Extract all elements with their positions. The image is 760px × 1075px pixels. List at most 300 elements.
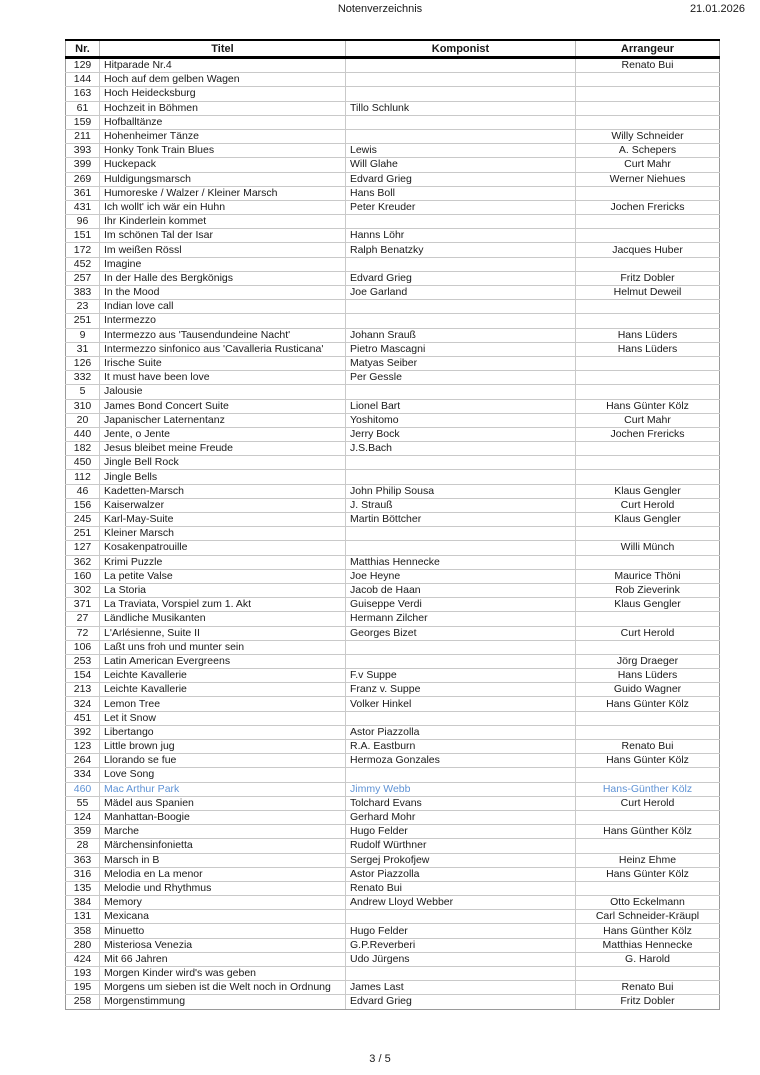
cell-titel: Intermezzo aus 'Tausendundeine Nacht' <box>100 328 346 342</box>
cell-arrangeur: Hans Günter Kölz <box>576 399 720 413</box>
table-row <box>66 427 720 441</box>
cell-komponist <box>346 470 576 484</box>
cell-komponist: Will Glahe <box>346 158 576 172</box>
cell-arrangeur: Werner Niehues <box>576 172 720 186</box>
cell-komponist: Jerry Bock <box>346 427 576 441</box>
table-row <box>66 952 720 966</box>
cell-nr: 20 <box>66 413 100 427</box>
cell-titel: Ich wollt' ich wär ein Huhn <box>100 200 346 214</box>
cell-nr: 363 <box>66 853 100 867</box>
cell-komponist <box>346 58 576 73</box>
table-row <box>66 711 720 725</box>
cell-arrangeur: Willy Schneider <box>576 129 720 143</box>
cell-titel: Morgenstimmung <box>100 995 346 1009</box>
cell-arrangeur: Jochen Frericks <box>576 427 720 441</box>
cell-komponist: James Last <box>346 981 576 995</box>
cell-nr: 129 <box>66 58 100 73</box>
cell-arrangeur: Curt Herold <box>576 626 720 640</box>
cell-titel: Kadetten-Marsch <box>100 484 346 498</box>
cell-nr: 383 <box>66 286 100 300</box>
cell-titel: Hitparade Nr.4 <box>100 58 346 73</box>
cell-titel: Lemon Tree <box>100 697 346 711</box>
table-row <box>66 271 720 285</box>
cell-arrangeur <box>576 839 720 853</box>
cell-komponist: Georges Bizet <box>346 626 576 640</box>
cell-arrangeur: Curt Mahr <box>576 158 720 172</box>
cell-arrangeur: Jörg Draeger <box>576 654 720 668</box>
cell-titel: Memory <box>100 896 346 910</box>
table-row <box>66 782 720 796</box>
cell-titel: Marche <box>100 825 346 839</box>
cell-nr: 159 <box>66 115 100 129</box>
cell-arrangeur: Maurice Thöni <box>576 569 720 583</box>
cell-nr: 160 <box>66 569 100 583</box>
cell-arrangeur: Klaus Gengler <box>576 484 720 498</box>
cell-titel: Jingle Bell Rock <box>100 456 346 470</box>
cell-titel: Little brown jug <box>100 740 346 754</box>
cell-komponist <box>346 73 576 87</box>
cell-nr: 61 <box>66 101 100 115</box>
cell-nr: 123 <box>66 740 100 754</box>
cell-titel: It must have been love <box>100 371 346 385</box>
cell-nr: 251 <box>66 314 100 328</box>
cell-komponist: Edvard Grieg <box>346 172 576 186</box>
cell-nr: 144 <box>66 73 100 87</box>
cell-arrangeur: Hans Günther Kölz <box>576 924 720 938</box>
cell-nr: 253 <box>66 654 100 668</box>
cell-titel: Japanischer Laternentanz <box>100 413 346 427</box>
cell-nr: 23 <box>66 300 100 314</box>
table-row <box>66 626 720 640</box>
cell-arrangeur: Renato Bui <box>576 58 720 73</box>
cell-arrangeur: Klaus Gengler <box>576 513 720 527</box>
cell-titel: Im schönen Tal der Isar <box>100 229 346 243</box>
cell-arrangeur: Hans Günter Kölz <box>576 697 720 711</box>
cell-komponist: Ralph Benatzky <box>346 243 576 257</box>
cell-nr: 371 <box>66 598 100 612</box>
table-header-row <box>66 40 720 58</box>
cell-nr: 163 <box>66 87 100 101</box>
cell-komponist: Guiseppe Verdi <box>346 598 576 612</box>
cell-komponist: Hugo Felder <box>346 825 576 839</box>
cell-komponist <box>346 456 576 470</box>
cell-arrangeur: Klaus Gengler <box>576 598 720 612</box>
cell-komponist: Hermoza Gonzales <box>346 754 576 768</box>
cell-nr: 126 <box>66 356 100 370</box>
cell-titel: Morgens um sieben ist die Welt noch in Ordnung <box>100 981 346 995</box>
cell-nr: 332 <box>66 371 100 385</box>
cell-titel: Intermezzo sinfonico aus 'Cavalleria Rusticana' <box>100 342 346 356</box>
cell-arrangeur: Curt Herold <box>576 796 720 810</box>
table-row <box>66 115 720 129</box>
cell-komponist <box>346 257 576 271</box>
cell-arrangeur <box>576 229 720 243</box>
cell-titel: La petite Valse <box>100 569 346 583</box>
cell-komponist <box>346 300 576 314</box>
table-row <box>66 484 720 498</box>
cell-titel: Irische Suite <box>100 356 346 370</box>
cell-komponist: Jimmy Webb <box>346 782 576 796</box>
cell-komponist <box>346 711 576 725</box>
table-row <box>66 754 720 768</box>
table-row <box>66 810 720 824</box>
table-row <box>66 243 720 257</box>
cell-titel: Im weißen Rössl <box>100 243 346 257</box>
cell-titel: Latin American Evergreens <box>100 654 346 668</box>
cell-arrangeur: Curt Herold <box>576 498 720 512</box>
cell-nr: 182 <box>66 442 100 456</box>
cell-komponist <box>346 768 576 782</box>
cell-arrangeur: Otto Eckelmann <box>576 896 720 910</box>
table-row <box>66 825 720 839</box>
cell-nr: 384 <box>66 896 100 910</box>
cell-arrangeur: Guido Wagner <box>576 683 720 697</box>
cell-arrangeur: Heinz Ehme <box>576 853 720 867</box>
cell-nr: 213 <box>66 683 100 697</box>
table-row <box>66 555 720 569</box>
cell-komponist: Volker Hinkel <box>346 697 576 711</box>
cell-titel: Mit 66 Jahren <box>100 952 346 966</box>
cell-nr: 334 <box>66 768 100 782</box>
cell-komponist: Joe Heyne <box>346 569 576 583</box>
table-row <box>66 470 720 484</box>
cell-komponist: Hanns Löhr <box>346 229 576 243</box>
table-row <box>66 356 720 370</box>
table-row <box>66 938 720 952</box>
cell-nr: 27 <box>66 612 100 626</box>
cell-nr: 392 <box>66 725 100 739</box>
cell-arrangeur: Jacques Huber <box>576 243 720 257</box>
table-row <box>66 796 720 810</box>
cell-nr: 46 <box>66 484 100 498</box>
table-row <box>66 413 720 427</box>
table-row <box>66 328 720 342</box>
cell-nr: 359 <box>66 825 100 839</box>
cell-titel: Jesus bleibet meine Freude <box>100 442 346 456</box>
table-row <box>66 583 720 597</box>
cell-nr: 264 <box>66 754 100 768</box>
cell-arrangeur <box>576 555 720 569</box>
cell-titel: Jingle Bells <box>100 470 346 484</box>
cell-nr: 28 <box>66 839 100 853</box>
table-row <box>66 995 720 1009</box>
table-row <box>66 314 720 328</box>
cell-titel: Morgen Kinder wird's was geben <box>100 967 346 981</box>
cell-nr: 193 <box>66 967 100 981</box>
cell-titel: Mexicana <box>100 910 346 924</box>
cell-nr: 257 <box>66 271 100 285</box>
cell-nr: 195 <box>66 981 100 995</box>
table-row <box>66 385 720 399</box>
cell-titel: In der Halle des Bergkönigs <box>100 271 346 285</box>
cell-titel: Hoch Heidecksburg <box>100 87 346 101</box>
cell-titel: Hohenheimer Tänze <box>100 129 346 143</box>
cell-arrangeur <box>576 470 720 484</box>
cell-titel: Ländliche Musikanten <box>100 612 346 626</box>
table-row <box>66 73 720 87</box>
cell-komponist: Martin Böttcher <box>346 513 576 527</box>
cell-titel: Jente, o Jente <box>100 427 346 441</box>
cell-komponist: Lionel Bart <box>346 399 576 413</box>
cell-komponist: Hermann Zilcher <box>346 612 576 626</box>
cell-titel: Humoreske / Walzer / Kleiner Marsch <box>100 186 346 200</box>
cell-nr: 96 <box>66 215 100 229</box>
cell-titel: Laßt uns froh und munter sein <box>100 640 346 654</box>
table-row <box>66 853 720 867</box>
table-row <box>66 513 720 527</box>
table-row <box>66 58 720 73</box>
cell-titel: Intermezzo <box>100 314 346 328</box>
cell-titel: James Bond Concert Suite <box>100 399 346 413</box>
cell-nr: 362 <box>66 555 100 569</box>
cell-komponist: Tolchard Evans <box>346 796 576 810</box>
cell-komponist: Peter Kreuder <box>346 200 576 214</box>
table-row <box>66 654 720 668</box>
cell-titel: Leichte Kavallerie <box>100 669 346 683</box>
cell-nr: 5 <box>66 385 100 399</box>
cell-nr: 460 <box>66 782 100 796</box>
column-header-komponist: Komponist <box>346 40 576 58</box>
cell-nr: 151 <box>66 229 100 243</box>
cell-arrangeur <box>576 456 720 470</box>
cell-nr: 124 <box>66 810 100 824</box>
table-row <box>66 456 720 470</box>
cell-titel: Huckepack <box>100 158 346 172</box>
cell-nr: 112 <box>66 470 100 484</box>
cell-arrangeur <box>576 257 720 271</box>
table-row <box>66 399 720 413</box>
cell-komponist <box>346 541 576 555</box>
cell-arrangeur: Helmut Deweil <box>576 286 720 300</box>
cell-arrangeur <box>576 725 720 739</box>
cell-arrangeur <box>576 314 720 328</box>
cell-komponist: J.S.Bach <box>346 442 576 456</box>
cell-arrangeur <box>576 115 720 129</box>
cell-nr: 358 <box>66 924 100 938</box>
cell-komponist: Johann Srauß <box>346 328 576 342</box>
cell-titel: Kosakenpatrouille <box>100 541 346 555</box>
cell-komponist: Lewis <box>346 144 576 158</box>
cell-arrangeur <box>576 768 720 782</box>
cell-nr: 316 <box>66 867 100 881</box>
cell-nr: 135 <box>66 881 100 895</box>
cell-komponist <box>346 910 576 924</box>
cell-komponist <box>346 385 576 399</box>
cell-arrangeur <box>576 442 720 456</box>
cell-arrangeur: Matthias Hennecke <box>576 938 720 952</box>
cell-titel: Hofballtänze <box>100 115 346 129</box>
table-row <box>66 215 720 229</box>
table-body <box>66 58 720 1010</box>
table-row <box>66 881 720 895</box>
cell-arrangeur: Hans Lüders <box>576 328 720 342</box>
table-row <box>66 101 720 115</box>
cell-arrangeur <box>576 640 720 654</box>
cell-titel: Let it Snow <box>100 711 346 725</box>
cell-komponist: Matthias Hennecke <box>346 555 576 569</box>
cell-arrangeur <box>576 300 720 314</box>
cell-titel: Misteriosa Venezia <box>100 938 346 952</box>
cell-nr: 251 <box>66 527 100 541</box>
cell-arrangeur <box>576 215 720 229</box>
cell-arrangeur <box>576 87 720 101</box>
cell-nr: 440 <box>66 427 100 441</box>
cell-arrangeur <box>576 881 720 895</box>
cell-titel: Melodia en La menor <box>100 867 346 881</box>
cell-arrangeur: Hans Lüders <box>576 342 720 356</box>
cell-komponist <box>346 87 576 101</box>
cell-komponist: Rudolf Würthner <box>346 839 576 853</box>
table-row <box>66 442 720 456</box>
cell-titel: Marsch in B <box>100 853 346 867</box>
table-row <box>66 342 720 356</box>
cell-komponist <box>346 654 576 668</box>
cell-arrangeur: Hans Lüders <box>576 669 720 683</box>
cell-arrangeur: A. Schepers <box>576 144 720 158</box>
cell-arrangeur <box>576 356 720 370</box>
cell-arrangeur: Jochen Frericks <box>576 200 720 214</box>
cell-titel: Kleiner Marsch <box>100 527 346 541</box>
cell-titel: Honky Tonk Train Blues <box>100 144 346 158</box>
cell-nr: 131 <box>66 910 100 924</box>
table-row <box>66 910 720 924</box>
cell-komponist <box>346 527 576 541</box>
cell-titel: Ihr Kinderlein kommet <box>100 215 346 229</box>
cell-arrangeur: G. Harold <box>576 952 720 966</box>
table-row <box>66 967 720 981</box>
cell-titel: In the Mood <box>100 286 346 300</box>
cell-titel: L'Arlésienne, Suite II <box>100 626 346 640</box>
cell-komponist: Astor Piazzolla <box>346 725 576 739</box>
table-row <box>66 896 720 910</box>
cell-titel: Melodie und Rhythmus <box>100 881 346 895</box>
cell-nr: 393 <box>66 144 100 158</box>
column-header-titel: Titel <box>100 40 346 58</box>
cell-arrangeur <box>576 527 720 541</box>
cell-komponist: Hugo Felder <box>346 924 576 938</box>
cell-nr: 431 <box>66 200 100 214</box>
table-row <box>66 669 720 683</box>
cell-komponist: Pietro Mascagni <box>346 342 576 356</box>
cell-arrangeur <box>576 371 720 385</box>
cell-titel: Hochzeit in Böhmen <box>100 101 346 115</box>
cell-arrangeur: Hans Günter Kölz <box>576 754 720 768</box>
cell-nr: 269 <box>66 172 100 186</box>
document-date: 21.01.2026 <box>689 3 745 15</box>
cell-komponist <box>346 129 576 143</box>
cell-titel: La Traviata, Vorspiel zum 1. Akt <box>100 598 346 612</box>
cell-arrangeur: Renato Bui <box>576 740 720 754</box>
cell-arrangeur: Fritz Dobler <box>576 271 720 285</box>
cell-titel: Huldigungsmarsch <box>100 172 346 186</box>
table-row <box>66 683 720 697</box>
cell-nr: 9 <box>66 328 100 342</box>
cell-nr: 399 <box>66 158 100 172</box>
cell-nr: 31 <box>66 342 100 356</box>
cell-komponist: Edvard Grieg <box>346 995 576 1009</box>
cell-komponist: F.v Suppe <box>346 669 576 683</box>
cell-arrangeur <box>576 810 720 824</box>
table-row <box>66 186 720 200</box>
cell-arrangeur: Willi Münch <box>576 541 720 555</box>
cell-komponist: Gerhard Mohr <box>346 810 576 824</box>
document-header <box>0 3 760 17</box>
cell-arrangeur: Hans-Günther Kölz <box>576 782 720 796</box>
table-row <box>66 541 720 555</box>
table-row <box>66 87 720 101</box>
cell-nr: 127 <box>66 541 100 555</box>
table-row <box>66 129 720 143</box>
column-header-nr: Nr. <box>66 40 100 58</box>
cell-komponist: Andrew Lloyd Webber <box>346 896 576 910</box>
cell-komponist: Yoshitomo <box>346 413 576 427</box>
table-row <box>66 640 720 654</box>
cell-arrangeur: Hans Günther Kölz <box>576 825 720 839</box>
cell-nr: 280 <box>66 938 100 952</box>
cell-komponist <box>346 640 576 654</box>
cell-nr: 154 <box>66 669 100 683</box>
table-row <box>66 300 720 314</box>
table-row <box>66 725 720 739</box>
cell-titel: Manhattan-Boogie <box>100 810 346 824</box>
cell-titel: Libertango <box>100 725 346 739</box>
cell-titel: Indian love call <box>100 300 346 314</box>
table-row <box>66 286 720 300</box>
page-number: 3 / 5 <box>369 1053 391 1065</box>
table-row <box>66 371 720 385</box>
table-row <box>66 229 720 243</box>
cell-komponist <box>346 314 576 328</box>
cell-nr: 106 <box>66 640 100 654</box>
cell-komponist: John Philip Sousa <box>346 484 576 498</box>
table-row <box>66 144 720 158</box>
cell-arrangeur: Renato Bui <box>576 981 720 995</box>
cell-arrangeur <box>576 711 720 725</box>
table-row <box>66 867 720 881</box>
cell-arrangeur <box>576 101 720 115</box>
cell-arrangeur: Carl Schneider-Kräupl <box>576 910 720 924</box>
cell-titel: Jalousie <box>100 385 346 399</box>
table-row <box>66 158 720 172</box>
table-row <box>66 768 720 782</box>
cell-arrangeur: Curt Mahr <box>576 413 720 427</box>
cell-arrangeur <box>576 967 720 981</box>
table-row <box>66 981 720 995</box>
cell-nr: 424 <box>66 952 100 966</box>
cell-arrangeur: Hans Günter Kölz <box>576 867 720 881</box>
cell-arrangeur <box>576 612 720 626</box>
table-row <box>66 257 720 271</box>
cell-titel: Kaiserwalzer <box>100 498 346 512</box>
cell-titel: Mädel aus Spanien <box>100 796 346 810</box>
cell-komponist: Udo Jürgens <box>346 952 576 966</box>
cell-komponist: Matyas Seiber <box>346 356 576 370</box>
table-row <box>66 612 720 626</box>
cell-arrangeur <box>576 73 720 87</box>
cell-komponist: Franz v. Suppe <box>346 683 576 697</box>
cell-komponist <box>346 967 576 981</box>
cell-nr: 245 <box>66 513 100 527</box>
cell-komponist: Jacob de Haan <box>346 583 576 597</box>
cell-titel: Mac Arthur Park <box>100 782 346 796</box>
cell-nr: 452 <box>66 257 100 271</box>
cell-arrangeur: Fritz Dobler <box>576 995 720 1009</box>
table-row <box>66 527 720 541</box>
cell-komponist: Joe Garland <box>346 286 576 300</box>
cell-komponist: Edvard Grieg <box>346 271 576 285</box>
cell-nr: 72 <box>66 626 100 640</box>
table-row <box>66 172 720 186</box>
